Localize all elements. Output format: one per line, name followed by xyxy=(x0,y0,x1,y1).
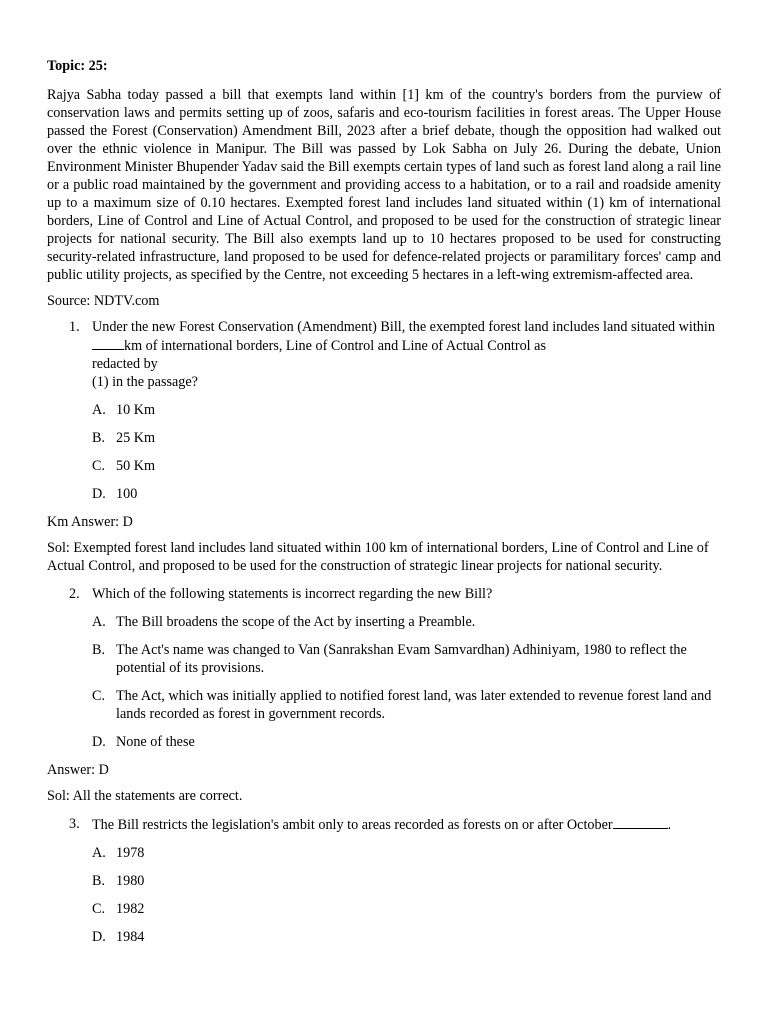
option-text: 1978 xyxy=(116,845,145,861)
option-text: The Bill broadens the scope of the Act by inserting a Preamble. xyxy=(116,614,476,630)
question-text: Which of the following statements is incorrect regarding the new Bill? xyxy=(92,586,493,602)
option-text: 10 Km xyxy=(116,402,156,418)
option-c xyxy=(47,687,721,723)
option-letter: D. xyxy=(92,734,106,750)
options-list-3 xyxy=(47,844,721,946)
solution-2: Sol: All the statements are correct. xyxy=(47,788,243,804)
question-text: The Bill restricts the legislation's ambit only to areas recorded as forests on or after October xyxy=(92,817,613,833)
option-letter: B. xyxy=(92,430,106,446)
question-text-end: . xyxy=(667,817,672,833)
option-letter: A. xyxy=(92,402,106,418)
question-1 xyxy=(47,318,721,391)
options-list-2 xyxy=(47,613,721,751)
option-letter: C. xyxy=(92,688,106,704)
passage-paragraph: Rajya Sabha today passed a bill that exempts land within [1] km of the country's borders from the purview of conservation laws and permits setting up of zoos, safaris and eco-tourism facilities in forest areas. The Upper House passed the Forest (Conservation) Amendment Bill, 2023 after a brief debate, though the opposition had walked out over the ethnic violence in Manipur. The Bill was passed by Lok Sabha on July 26. During the debate, Union Environment Minister Bhupender Yadav said the Bill exempts certain types of land such as forest land along a rail line or a public road maintained by the government and providing access to a habitation, or to a rail and roadside amenity up to a maximum size of 0.10 hectares. Exempted forest land includes land situated within (1) km of international borders, Line of Control and Line of Actual Control, and proposed to be used for the construction of strategic linear projects for national security. The Bill also exempts land up to 10 hectares proposed to be used for constructing security-related infrastructure, land proposed to be used for defence-related projects or paramilitary forces' camp and public utility projects, as specified by the Centre, not exceeding 5 hectares in a left-wing extremism-affected area. xyxy=(47,87,721,283)
option-letter: D. xyxy=(92,929,106,945)
option-b xyxy=(47,641,721,677)
option-text: 100 xyxy=(116,486,138,502)
option-c xyxy=(47,457,721,475)
option-text: The Act's name was changed to Van (Sanrakshan Evam Samvardhan) Adhiniyam, 1980 to reflect the potential of its provisions. xyxy=(116,642,687,676)
option-letter: A. xyxy=(92,845,106,861)
option-d xyxy=(47,733,721,751)
question-text-line4: (1) in the passage? xyxy=(92,374,198,390)
option-a xyxy=(47,613,721,631)
answer-line-2: Answer: D xyxy=(47,762,109,778)
option-letter: A. xyxy=(92,614,106,630)
question-text-cont: km of international borders, Line of Control and Line of Actual Control as xyxy=(124,338,546,354)
option-text: 1984 xyxy=(116,929,145,945)
option-b xyxy=(47,429,721,447)
topic-heading: Topic: 25: xyxy=(47,58,108,74)
option-text: 1982 xyxy=(116,901,145,917)
question-number: 1. xyxy=(69,319,80,335)
question-number: 2. xyxy=(69,586,80,602)
option-text: None of these xyxy=(116,734,195,750)
option-d xyxy=(47,485,721,503)
option-a xyxy=(47,844,721,862)
source-line: Source: NDTV.com xyxy=(47,293,160,309)
solution-1: Sol: Exempted forest land includes land situated within 100 km of international borders, Line of Control and Line of Actual Control, and proposed to be used for the construction of strategic linear projects for national security. xyxy=(47,540,709,574)
question-2 xyxy=(47,585,721,603)
option-b xyxy=(47,872,721,890)
option-letter: C. xyxy=(92,458,106,474)
option-d xyxy=(47,928,721,946)
answer-blank xyxy=(613,815,668,829)
question-text-line3: redacted by xyxy=(92,356,158,372)
option-text: 50 Km xyxy=(116,458,156,474)
option-letter: B. xyxy=(92,642,106,658)
option-text: 1980 xyxy=(116,873,145,889)
answer-blank xyxy=(92,336,124,350)
option-letter: B. xyxy=(92,873,106,889)
document-page xyxy=(47,57,721,956)
option-text: The Act, which was initially applied to notified forest land, was later extended to revenue forest land and lands recorded as forest in government records. xyxy=(116,688,712,722)
answer-line-1: Km Answer: D xyxy=(47,514,133,530)
option-c xyxy=(47,900,721,918)
option-letter: C. xyxy=(92,901,106,917)
option-letter: D. xyxy=(92,486,106,502)
option-a xyxy=(47,401,721,419)
question-3 xyxy=(47,815,721,834)
question-text: Under the new Forest Conservation (Amendment) Bill, the exempted forest land includes land situated within xyxy=(92,319,715,335)
question-number: 3. xyxy=(69,816,80,832)
option-text: 25 Km xyxy=(116,430,156,446)
options-list-1 xyxy=(47,401,721,503)
